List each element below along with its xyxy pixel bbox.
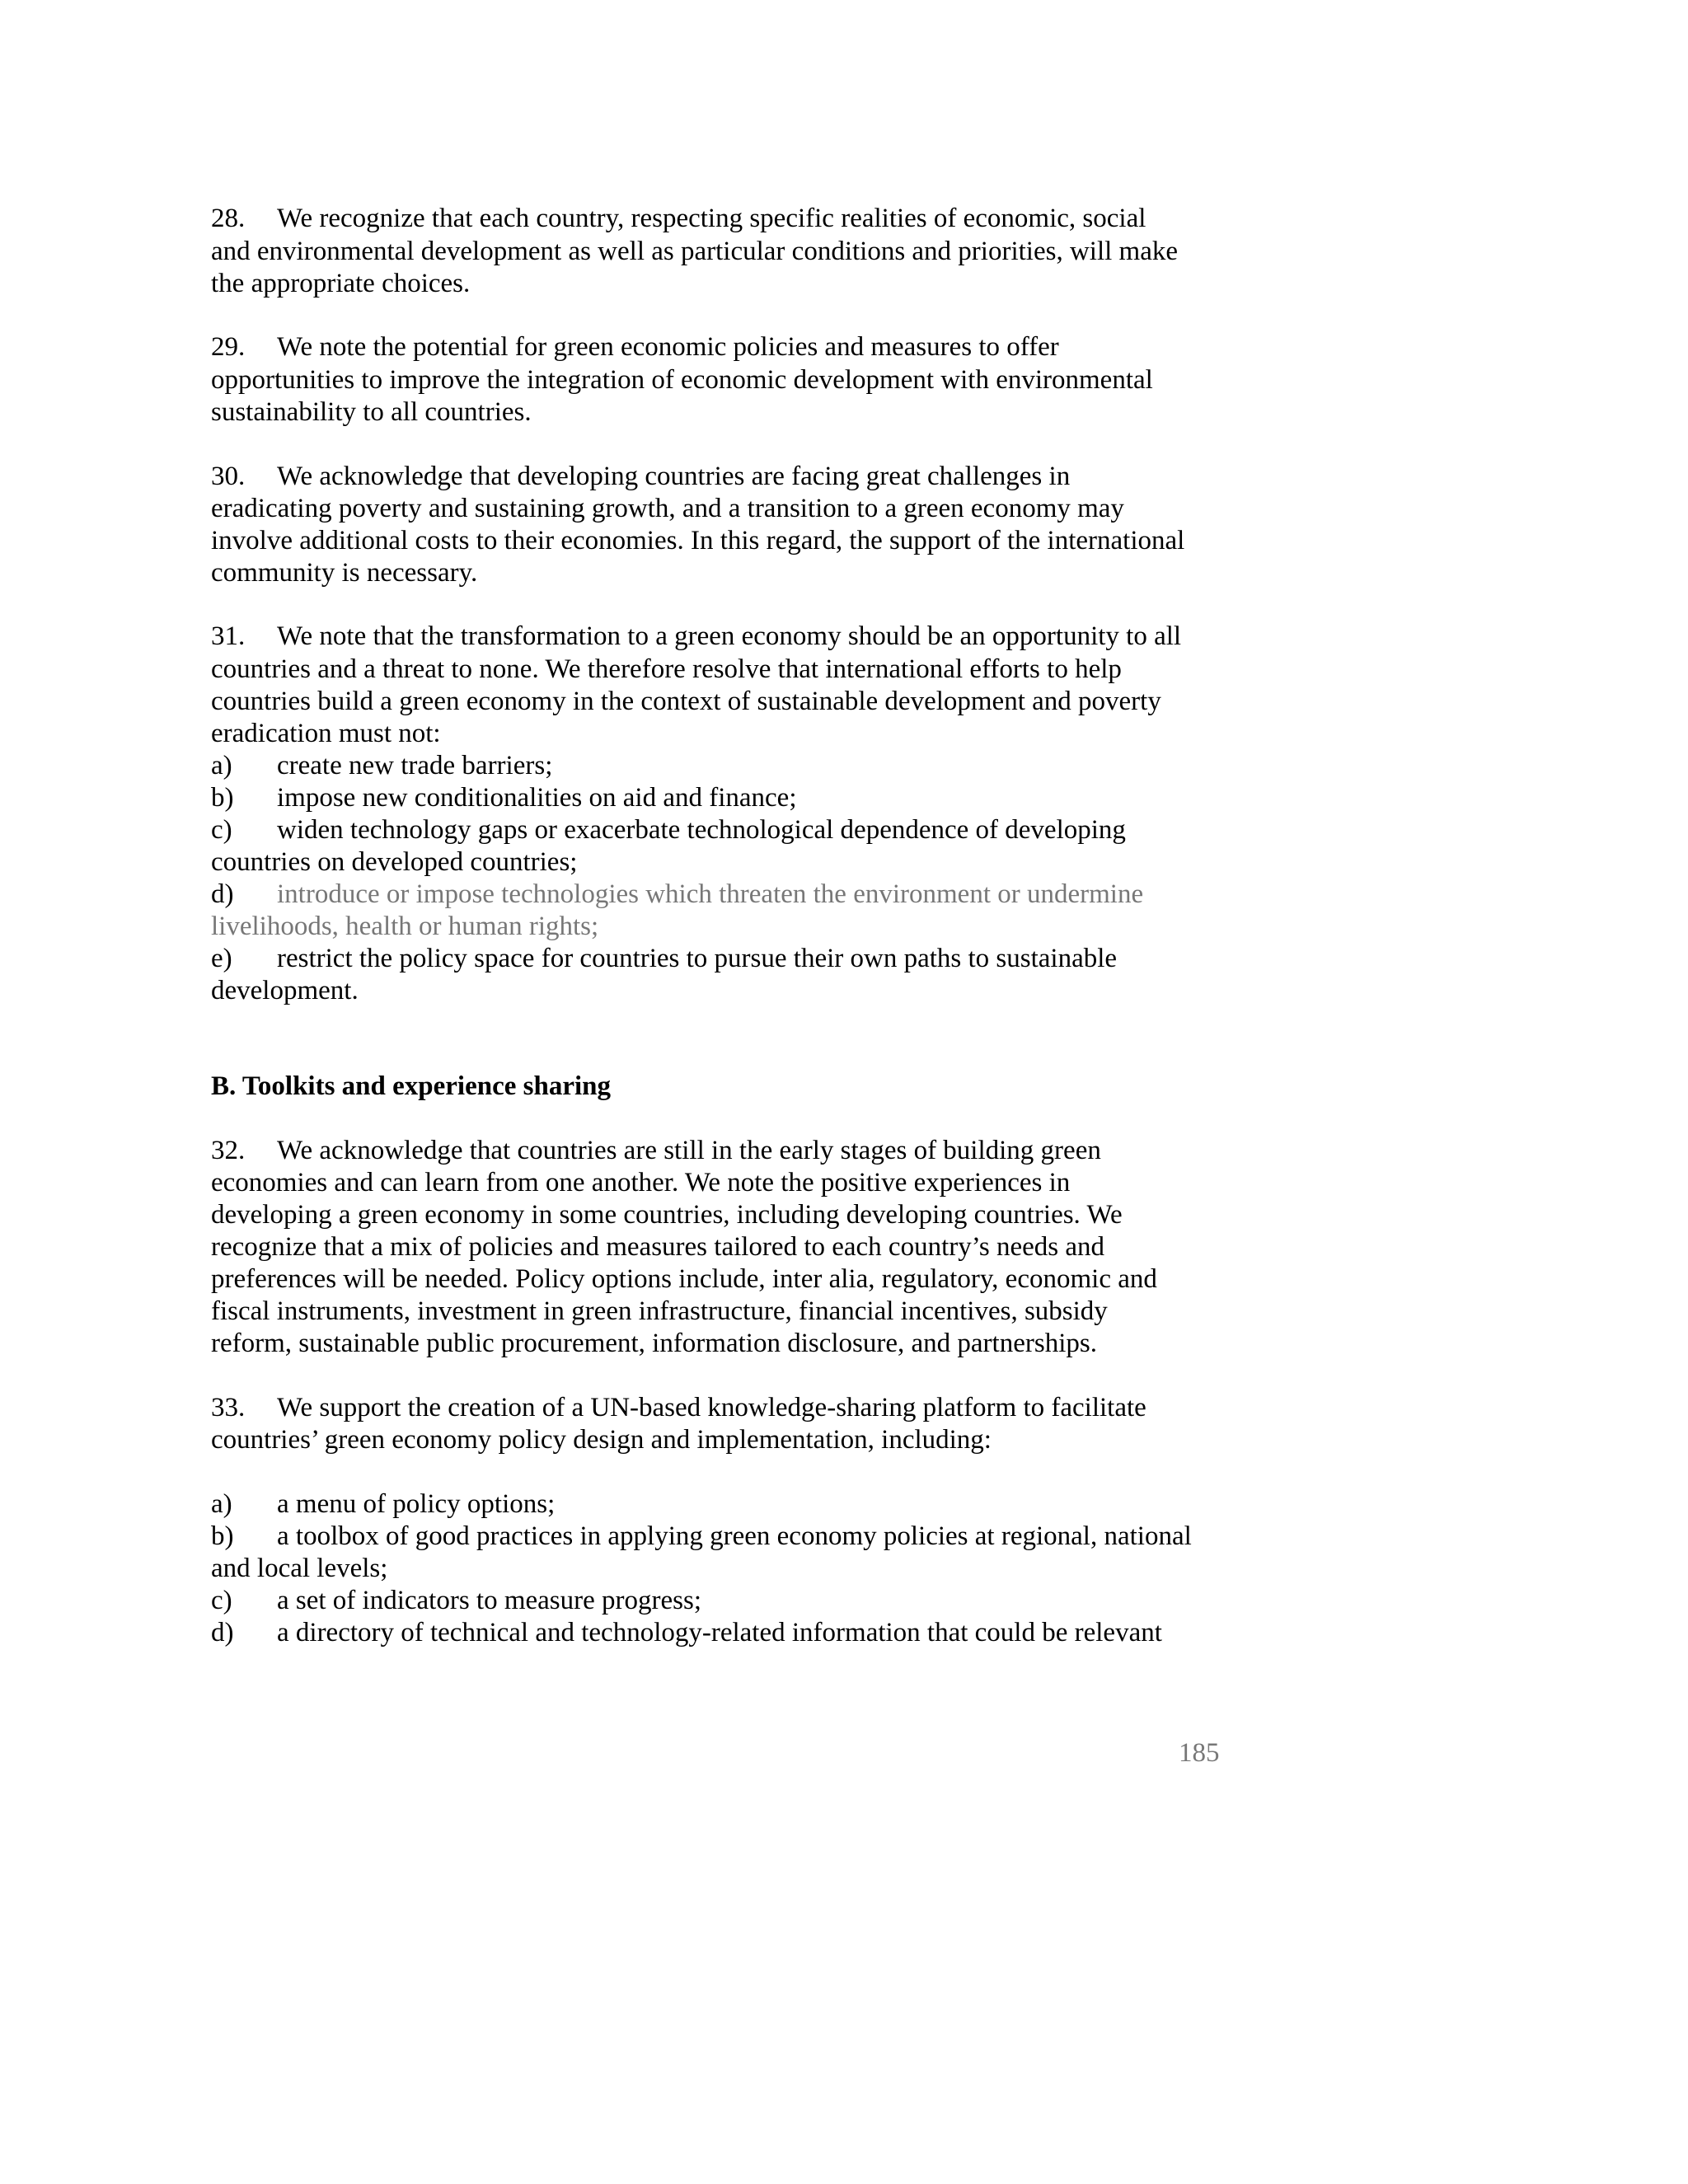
list-marker: d) (211, 1618, 234, 1647)
list-item-continuation: and local levels; (211, 1554, 388, 1583)
list-item: c) a set of indicators to measure progress; (211, 1586, 702, 1615)
list-marker: a) (211, 1489, 232, 1519)
paragraph-number: 31. (211, 621, 246, 651)
paragraph-line: 30. We acknowledge that developing countries are facing great challenges in (211, 462, 1071, 491)
paragraph-line: developing a green economy in some countries, including developing countries. We (211, 1200, 1123, 1230)
list-item-continuation: development. (211, 976, 359, 1005)
list-item-continuation: countries on developed countries; (211, 847, 578, 877)
paragraph-line: opportunities to improve the integration of economic development with environmental (211, 365, 1153, 395)
paragraph-line: 33. We support the creation of a UN-based knowledge-sharing platform to facilitate (211, 1393, 1146, 1422)
paragraph-line: countries’ green economy policy design and implementation, including: (211, 1425, 992, 1455)
list-item: a) create new trade barriers; (211, 751, 553, 780)
paragraph-line: 28. We recognize that each country, respecting specific realities of economic, social (211, 204, 1146, 233)
list-marker: d) (211, 879, 234, 909)
paragraph-line: fiscal instruments, investment in green infrastructure, financial incentives, subsidy (211, 1296, 1108, 1326)
paragraph-line: community is necessary. (211, 558, 478, 588)
list-item: d) a directory of technical and technology-related information that could be relevant (211, 1618, 1162, 1647)
paragraph-line: countries build a green economy in the context of sustainable development and poverty (211, 687, 1161, 716)
paragraph-line: eradication must not: (211, 719, 441, 748)
paragraph-line: involve additional costs to their economies. In this regard, the support of the international (211, 526, 1185, 555)
paragraph-line: eradicating poverty and sustaining growth, and a transition to a green economy may (211, 494, 1124, 523)
list-marker: a) (211, 751, 232, 780)
paragraph-line: 31. We note that the transformation to a green economy should be an opportunity to all (211, 621, 1182, 651)
list-item: b) a toolbox of good practices in applying green economy policies at regional, national (211, 1521, 1192, 1551)
paragraph-number: 32. (211, 1136, 246, 1165)
section-heading: B. Toolkits and experience sharing (211, 1071, 611, 1101)
list-item: e) restrict the policy space for countries to pursue their own paths to sustainable (211, 944, 1118, 973)
paragraph-line: countries and a threat to none. We therefore resolve that international efforts to help (211, 654, 1122, 684)
paragraph-number: 29. (211, 332, 246, 362)
list-marker: b) (211, 783, 234, 813)
paragraph-number: 33. (211, 1393, 246, 1422)
paragraph-line: and environmental development as well as particular conditions and priorities, will make (211, 237, 1178, 266)
paragraph-line: the appropriate choices. (211, 269, 471, 298)
list-marker: c) (211, 815, 232, 845)
list-item-continuation: livelihoods, health or human rights; (211, 912, 599, 941)
list-item: b) impose new conditionalities on aid and finance; (211, 783, 797, 813)
paragraph-line: sustainability to all countries. (211, 397, 532, 427)
list-marker: e) (211, 944, 232, 973)
list-item: a) a menu of policy options; (211, 1489, 556, 1519)
list-item: d) introduce or impose technologies which threaten the environment or undermine (211, 879, 1144, 909)
paragraph-line: economies and can learn from one another. We note the positive experiences in (211, 1168, 1071, 1197)
paragraph-line: preferences will be needed. Policy options include, inter alia, regulatory, economic and (211, 1264, 1157, 1294)
paragraph-number: 28. (211, 204, 246, 233)
list-marker: c) (211, 1586, 232, 1615)
paragraph-line: reform, sustainable public procurement, information disclosure, and partnerships. (211, 1329, 1097, 1358)
paragraph-line: 29. We note the potential for green economic policies and measures to offer (211, 332, 1059, 362)
page-number: 185 (1179, 1738, 1220, 1768)
paragraph-line: recognize that a mix of policies and measures tailored to each country’s needs and (211, 1232, 1105, 1262)
list-marker: b) (211, 1521, 234, 1551)
paragraph-number: 30. (211, 462, 246, 491)
paragraph-line: 32. We acknowledge that countries are still in the early stages of building green (211, 1136, 1101, 1165)
list-item: c) widen technology gaps or exacerbate technological dependence of developing (211, 815, 1126, 845)
